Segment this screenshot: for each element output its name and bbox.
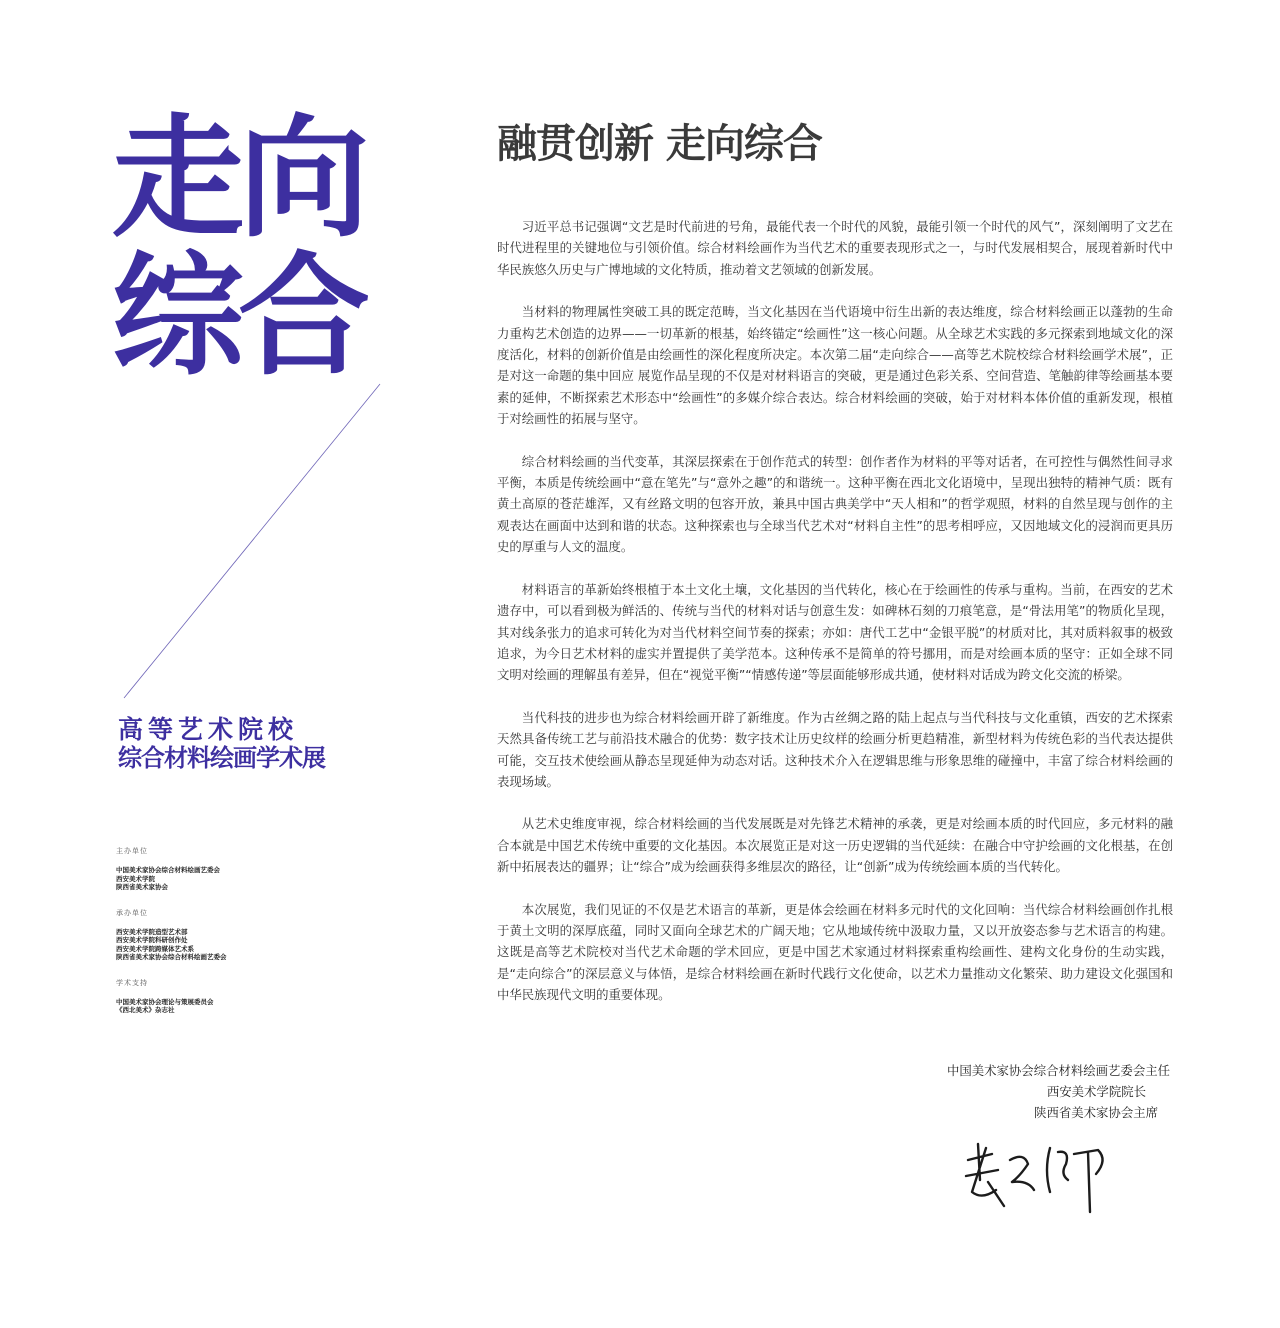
exhibition-subtitle-line2: 综合材料绘画学术展 xyxy=(118,743,325,772)
diagonal-divider xyxy=(118,380,388,700)
exhibition-title-line1: 走向 xyxy=(112,101,364,256)
undertaker-item: 西安美术学院造型艺术部 xyxy=(116,927,188,936)
undertaker-item: 西安美术学院科研创作处 xyxy=(116,936,188,944)
organizer-item: 西安美术学院 xyxy=(116,874,155,883)
article-paragraph: 材料语言的革新始终根植于本土文化土壤，文化基因的当代转化，核心在于绘画性的传承与重构。当前，在西安的艺术遗存中，可以看到极为鲜活的、传统与当代的材料对话与创意生发：如碑林石刻的刀痕笔意，是“骨法用笔”的物质化呈现，其对线条张力的追求可转化为对当代材料空间节奏的探索；亦如：唐代工艺中“金银平脱”的材质对比，其对质料叙事的极致追求，为今日艺术材料的虚实并置提供了美学范本。这种传承不是简单的符号挪用，而是对绘画本质的坚守：正如全球不同文明对绘画的理解虽有差异，但在“视觉平衡”“情感传递”等层面能够形成共通，使材料对话成为跨文化交流的桥梁。 xyxy=(497,581,1173,683)
support-group xyxy=(116,978,416,1015)
article-paragraph: 当代科技的进步也为综合材料绘画开辟了新维度。作为古丝绸之路的陆上起点与当代科技与文化重镇，西安的艺术探索天然具备传统工艺与前沿技术融合的优势：数字技术让历史纹样的绘画分析更趋精准，新型材料为传统色彩的当代表达提供可能，交互技术使绘画从静态呈现延伸为动态对话。这种技术介入在逻辑思维与形象思维的碰撞中，丰富了综合材料绘画的表现场域。 xyxy=(497,709,1173,789)
article-paragraph: 综合材料绘画的当代变革，其深层探索在于创作范式的转型：创作者作为材料的平等对话者，在可控性与偶然性间寻求平衡，本质是传统绘画中“意在笔先”与“意外之趣”的和谐统一。这种平衡在西北文化语境中，呈现出独特的精神气质：既有黄土高原的苍茫雄浑，又有丝路文明的包容开放，兼具中国古典美学中“天人相和”的哲学观照，材料的自然呈现与创作的主观表达在画面中达到和谐的状态。这种探索也与全球当代艺术对“材料自主性”的思考相呼应，又因地域文化的浸润而更具历史的厚重与人文的温度。 xyxy=(497,453,1173,555)
exhibition-title-line2: 综合 xyxy=(112,239,364,394)
article-paragraph: 从艺术史维度审视，综合材料绘画的当代发展既是对先锋艺术精神的承袭，更是对绘画本质的时代回应，多元材料的融合本就是中国艺术传统中重要的文化基因。本次展览正是对这一历史逻辑的当代延续：在融合中守护绘画的文化根基，在创新中拓展表达的疆界；让“综合”成为绘画获得多维层次的路径，让“创新”成为传统绘画本质的当代转化。 xyxy=(497,816,1173,875)
organizer-item: 中国美术家协会综合材料绘画艺委会 xyxy=(116,866,220,874)
article-paragraph: 习近平总书记强调“文艺是时代前进的号角，最能代表一个时代的风貌，最能引领一个时代的风气”，深刻阐明了文艺在时代进程里的关键地位与引领价值。综合材料绘画作为当代艺术的重要表现形式之一，与时代发展相契合，展现着新时代中华民族悠久历史与广博地域的文化特质，推动着文艺领域的创新发展。 xyxy=(497,219,1173,277)
article-headline: 融贯创新 走向综合 xyxy=(497,120,822,167)
left-panel xyxy=(0,0,460,1328)
organizer-item: 陕西省美术家协会 xyxy=(116,883,168,891)
undertaker-group xyxy=(116,908,416,962)
undertaker-item: 陕西省美术家协会综合材料绘画艺委会 xyxy=(116,953,227,961)
exhibition-subtitle xyxy=(118,716,418,772)
credits-block xyxy=(116,846,416,1031)
undertaker-item: 西安美术学院跨媒体艺术系 xyxy=(116,944,194,953)
support-item: 《西北美术》杂志社 xyxy=(116,1006,175,1014)
handwritten-signature xyxy=(958,1130,1118,1220)
signatory-title: 中国美术家协会综合材料绘画艺委会主任 xyxy=(946,1063,1170,1078)
support-heading: 学术支持 xyxy=(116,978,148,987)
article-paragraph: 当材料的物理属性突破工具的既定范畴，当文化基因在当代语境中衍生出新的表达维度，综合材料绘画正以蓬勃的生命力重构艺术创造的边界——一切革新的根基，始终锚定“绘画性”这一核心问题。从全球艺术实践的多元探索到地域文化的深度活化，材料的创新价值是由绘画性的深化程度所决定。本次第二届“走向综合——高等艺术院校综合材料绘画学术展”，正是对这一命题的集中回应 展览作品呈现的不仅是对材料语言的突破，更是通过色彩关系、空间营造、笔触韵律等绘画基本要素的延伸，不断探索艺术形态中“绘画性”的多媒介综合表达。综合材料绘画的突破，始于对材料本体价值的重新发现，根植于对绘画性的拓展与坚守。 xyxy=(497,304,1173,427)
signatory-title: 西安美术学院院长 xyxy=(1046,1084,1146,1099)
article-paragraph: 本次展览，我们见证的不仅是艺术语言的革新，更是体会绘画在材料多元时代的文化回响：当代综合材料绘画创作扎根于黄土文明的深厚底蕴，同时又面向全球艺术的广阔天地；它从地域传统中汲取力量，又以开放姿态参与艺术语言的构建。这既是高等艺术院校对当代艺术命题的学术回应，更是中国艺术家通过材料探索重构绘画性、建构文化身份的生动实践，是“走向综合”的深层意义与体悟，是综合材料绘画在新时代践行文化使命，以艺术力量推动文化繁荣、助力建设文化强国和中华民族现代文明的重要体现。 xyxy=(497,901,1173,1003)
undertaker-heading: 承办单位 xyxy=(116,908,148,917)
organizer-group xyxy=(116,846,416,892)
support-item: 中国美术家协会理论与策展委员会 xyxy=(116,997,214,1006)
exhibition-title xyxy=(112,101,412,394)
signatory-title: 陕西省美术家协会主席 xyxy=(1034,1105,1158,1120)
exhibition-subtitle-line1: 高等艺术院校 xyxy=(118,715,299,744)
organizer-heading: 主办单位 xyxy=(116,847,148,855)
signatory-block xyxy=(850,1060,1170,1123)
article xyxy=(497,118,1173,1027)
